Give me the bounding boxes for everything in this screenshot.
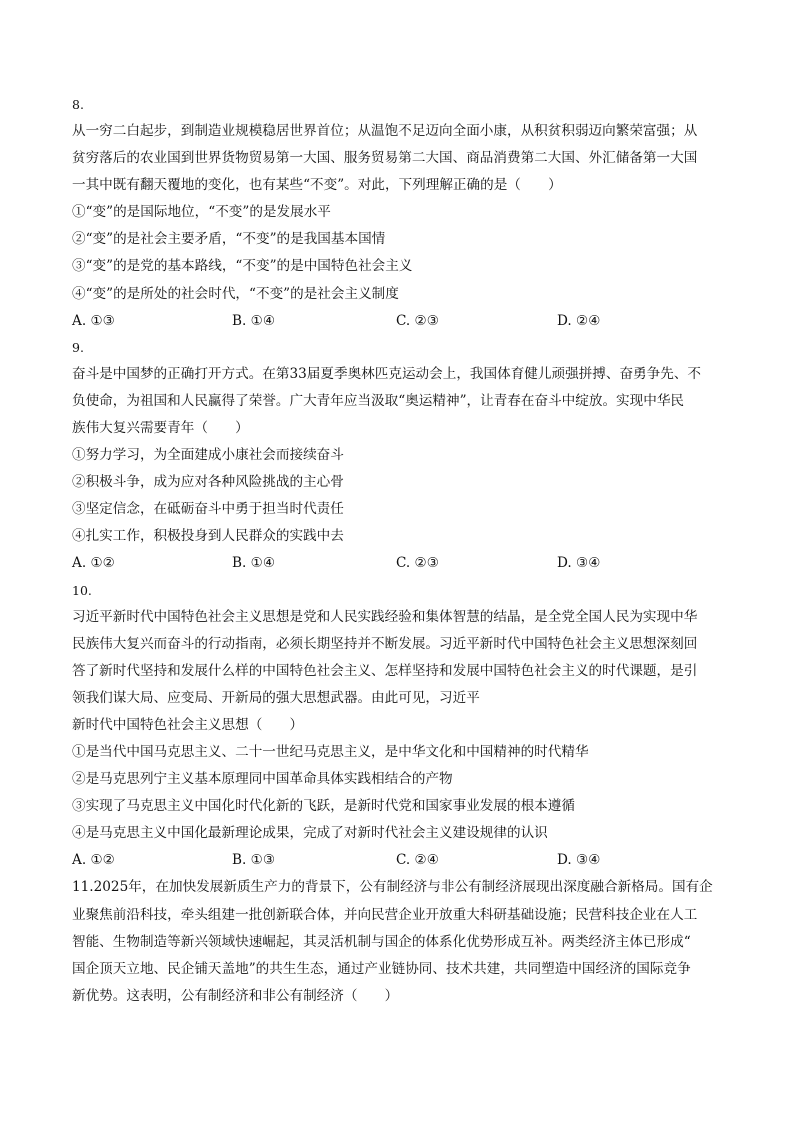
option-d: D. ③④ <box>557 852 601 869</box>
question-stem-line: 领我们谋大局、应变局、开新局的强大思想武器。由此可见，习近平 <box>72 689 480 706</box>
statement: ②“变”的是社会主要矛盾，“不变”的是我国基本国情 <box>72 231 386 248</box>
question-stem-line: 新优势。这表明，公有制经济和非公有制经济（ ） <box>72 987 399 1004</box>
statement: ③“变”的是党的基本路线，“不变”的是中国特色社会主义 <box>72 258 413 275</box>
option-d: D. ③④ <box>557 555 601 572</box>
answer-options <box>72 550 722 577</box>
question-stem-line: 奋斗是中国梦的正确打开方式。在第33届夏季奥林匹克运动会上，我国体育健儿顽强拼搏、奋勇争先、不 <box>72 365 702 382</box>
question-9 <box>72 335 722 578</box>
option-b: B. ①③ <box>232 852 276 869</box>
question-stem-line: 智能、生物制造等新兴领域快速崛起，其灵活机制与国企的体系化优势形成互补。两类经济主体已形成“ <box>72 933 691 950</box>
statement: ②是马克思列宁主义基本原理同中国革命具体实践相结合的产物 <box>72 771 453 788</box>
statement: ④是马克思主义中国化最新理论成果，完成了对新时代社会主义建设规律的认识 <box>72 825 548 842</box>
question-stem-line: 国企顶天立地、民企铺天盖地”的共生生态，通过产业链协同、技术共建，共同塑造中国经济的国际竞争 <box>72 960 691 977</box>
question-number: 10. <box>72 582 92 598</box>
question-stem-line: 贫穷落后的农业国到世界货物贸易第一大国、服务贸易第二大国、商品消费第二大国、外汇储备第一大国 <box>72 150 698 167</box>
question-10 <box>72 578 722 875</box>
option-c: C. ②④ <box>396 852 439 869</box>
statement: ①努力学习，为全面建成小康社会而接续奋斗 <box>72 447 344 464</box>
option-c: C. ②③ <box>396 312 439 329</box>
question-stem-line: 民族伟大复兴而奋斗的行动指南，必须长期坚持并不断发展。习近平新时代中国特色社会主义思想深刻回 <box>72 635 698 652</box>
statement: ①“变”的是国际地位，“不变”的是发展水平 <box>72 204 331 221</box>
option-a: A. ①② <box>72 852 115 869</box>
statement: ④“变”的是所处的社会时代，“不变”的是社会主义制度 <box>72 285 399 302</box>
option-a: A. ①③ <box>72 312 115 329</box>
question-stem-line: 从一穷二白起步，到制造业规模稳居世界首位；从温饱不足迈向全面小康，从积贫积弱迈向繁荣富强；从 <box>72 123 698 139</box>
statement: ③实现了马克思主义中国化时代化新的飞跃，是新时代党和国家事业发展的根本遵循 <box>72 798 575 815</box>
question-stem-line: 一其中既有翻天覆地的变化，也有某些“不变”。对此，下列理解正确的是（ ） <box>72 177 562 194</box>
question-number: 8. <box>72 97 84 112</box>
question-stem-line: 答了新时代坚持和发展什么样的中国特色社会主义、怎样坚持和发展中国特色社会主义的时代课题，是引 <box>72 662 698 679</box>
statement: ②积极斗争，成为应对各种风险挑战的主心骨 <box>72 474 344 491</box>
answer-options <box>72 847 722 874</box>
question-number: 9. <box>72 339 84 355</box>
question-stem-line: 族伟大复兴需要青年（ ） <box>72 419 249 436</box>
question-11 <box>72 874 722 1009</box>
question-stem-line: 业聚焦前沿科技，牵头组建一批创新联合体，并向民营企业开放重大科研基础设施；民营科技企业在人工 <box>72 906 698 923</box>
question-8 <box>72 92 722 335</box>
statement: ③坚定信念，在砥砺奋斗中勇于担当时代责任 <box>72 501 344 518</box>
question-stem-line: 11.2025年，在加快发展新质生产力的背景下，公有制经济与非公有制经济展现出深度融合新格局。国有企 <box>72 879 713 896</box>
question-stem-line: 新时代中国特色社会主义思想（ ） <box>72 716 304 733</box>
statement: ④扎实工作，积极投身到人民群众的实践中去 <box>72 528 344 545</box>
exam-page <box>72 92 722 1010</box>
question-stem-line: 负使命，为祖国和人民赢得了荣誉。广大青年应当汲取“奥运精神”，让青春在奋斗中绽放。实现中华民 <box>72 392 685 409</box>
option-d: D. ②④ <box>557 312 601 329</box>
option-b: B. ①④ <box>232 555 276 572</box>
option-a: A. ①② <box>72 555 115 572</box>
option-b: B. ①④ <box>232 312 276 329</box>
statement: ①是当代中国马克思主义、二十一世纪马克思主义，是中华文化和中国精神的时代精华 <box>72 743 589 760</box>
option-c: C. ②③ <box>396 555 439 572</box>
answer-options <box>72 308 722 335</box>
question-stem-line: 习近平新时代中国特色社会主义思想是党和人民实践经验和集体智慧的结晶，是全党全国人民为实现中华 <box>72 608 698 625</box>
